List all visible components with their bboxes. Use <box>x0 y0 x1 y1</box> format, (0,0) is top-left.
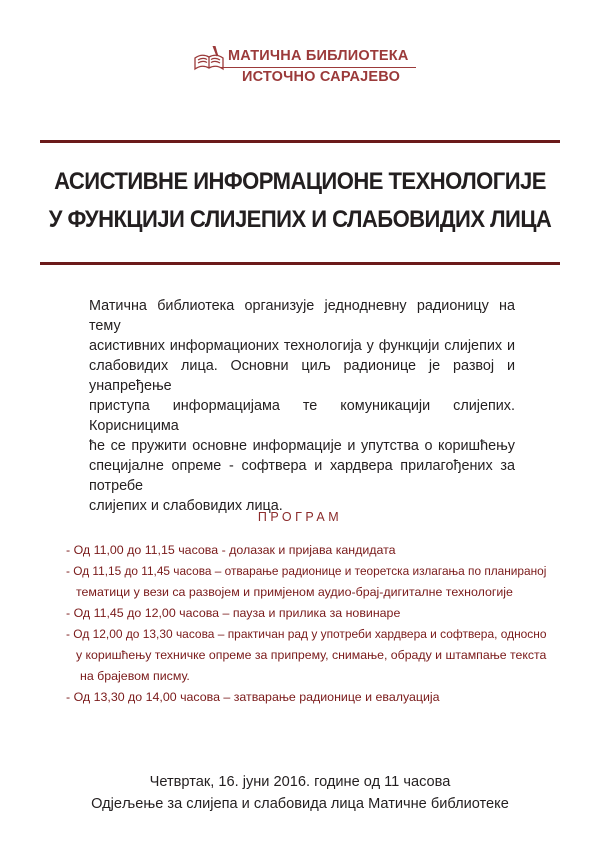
program-item-continuation: у коришћењу техничке опреме за припрему, снимање, обраду и штампање текста <box>75 648 547 662</box>
intro-line: приступа информацијама те комуникацији слијепих. Корисницима <box>89 398 515 434</box>
program-list <box>66 540 546 708</box>
event-date: Четвртак, 16. јуни 2016. године од 11 часова <box>149 774 451 790</box>
open-book-icon <box>192 44 226 78</box>
program-item-continuation: на брајевом писму. <box>80 669 190 683</box>
intro-line: Матична библиотека организује једнодневну радионицу на тему <box>89 298 515 334</box>
intro-line: специјалне опреме - софтвера и хардвера прилагођених за потребе <box>89 458 515 494</box>
logo-line-2: ИСТОЧНО САРАЈЕВО <box>242 69 401 85</box>
logo-divider <box>220 67 416 68</box>
intro-paragraph <box>89 296 515 516</box>
program-item: - Од 11,15 до 11,45 часова – отварање радионице и теоретска излагања по планираној <box>66 564 547 578</box>
title-top-rule <box>40 140 560 143</box>
intro-line: асистивних информационих технологија у функцији слијепих и <box>89 338 515 354</box>
program-item: - Од 11,00 до 11,15 часова - долазак и пријава кандидата <box>66 543 396 557</box>
program-item: - Од 13,30 до 14,00 часова – затварање радионице и евалуација <box>66 690 440 704</box>
program-item: - Од 12,00 до 13,30 часова – практичан рад у употреби хардвера и софтвера, односно <box>66 627 547 641</box>
program-item: - Од 11,45 до 12,00 часова – пауза и прилика за новинаре <box>66 606 401 620</box>
title-bottom-rule <box>40 262 560 265</box>
program-heading: ПРОГРАМ <box>257 510 343 524</box>
intro-line: слабовидих лица. Основни циљ радионице је развој и унапређење <box>89 358 515 394</box>
library-logo <box>192 38 432 86</box>
intro-line: слијепих и слабовидих лица. <box>89 498 283 514</box>
page-title-line-1: АСИСТИВНЕ ИНФОРМАЦИОНЕ ТЕХНОЛОГИЈЕ <box>54 168 546 195</box>
program-item-continuation: тематици у вези са развојем и примјеном аудио-брај-дигиталне технологије <box>76 585 513 599</box>
logo-line-1: МАТИЧНА БИБЛИОТЕКА <box>228 48 409 64</box>
event-location: Одјељење за слијепа и слабовида лица Матичне библиотеке <box>91 796 509 812</box>
page-title-line-2: У ФУНКЦИЈИ СЛИЈЕПИХ И СЛАБОВИДИХ ЛИЦА <box>48 206 552 233</box>
intro-line: ће се пружити основне информације и упутства о коришћењу <box>89 438 515 454</box>
